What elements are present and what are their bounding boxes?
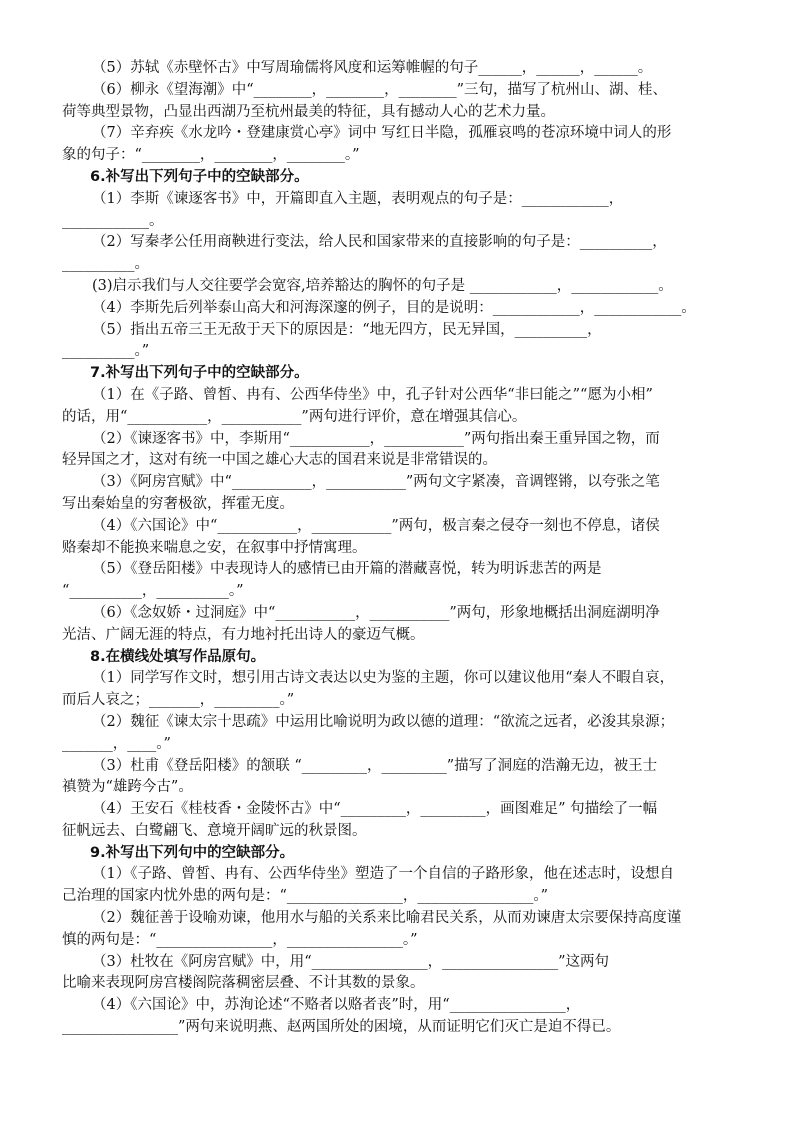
text-line: （7）辛弃疾《水龙吟・登建康赏心亭》词中 写红日半隐，孤雁哀鸣的苍凉环境中词人的形 [92,125,672,142]
text-line: （4）王安石《桂枝香・金陵怀古》中“_________，_________，画图难足” 句描绘了一幅 [92,801,658,818]
text-line: _______，____。” [62,735,171,752]
text-line: 光洁、广阔无涯的特点，有力地衬托出诗人的豪迈气概。 [62,626,425,643]
text-line: （6）《念奴娇・过洞庭》中“___________，___________”两句，形象地概括出洞庭湖明净 [92,604,660,621]
text-line: 象的句子：“________，________，________。” [62,147,360,164]
text-line: （2）魏征《谏太宗十思疏》中运用比喻说明为政以德的道理：“欲流之远者，必浚其泉源； [92,713,675,730]
text-line: （5）苏轼《赤壁怀古》中写周瑜儒将风度和运筹帷幄的句子______，______，______。 [92,60,653,76]
text-line: ________________”两句来说明燕、赵两国所处的困境，从而证明它们灭亡是迫不得已。 [62,1019,621,1036]
text-line: （2）魏征善于设喻劝谏，他用水与船的关系来比喻君民关系，从而劝谏唐太宗要保持高度谨 [92,910,682,927]
text-line: （4）《六国论》中，苏洵论述“不赂者以赂者丧”时，用“________________， [92,997,581,1014]
text-line: __________。” [62,343,150,360]
text-line: （5）《登岳阳楼》中表现诗人的感情已由开篇的潜藏喜悦，转为明诉悲苦的两是 [92,561,602,578]
text-line: （1）同学写作文时，想引用古诗文表达以史为鉴的主题，你可以建议他用“秦人不暇自哀， [92,670,675,687]
text-line: （6）柳永《望海潮》中“________，________，________”三句，描写了杭州山、湖、桂、 [92,81,668,98]
text-line: （3）杜甫《登岳阳楼》的颔联 “_________，_________”描写了洞庭的浩瀚无边，被王士 [92,757,658,774]
text-line: 荷等典型景物，凸显出西湖乃至杭州最美的特征，具有撼动人心的艺术力量。 [62,103,555,120]
text-line: 写出秦始皇的穷奢极欲，挥霍无度。 [62,495,294,512]
text-line: 慎的两句是：“________________，________________。” [62,931,418,948]
section-heading: 7.补写出下列句子中的空缺部分。 [90,365,309,382]
text-line: （4）《六国论》中“___________，___________”两句，极言秦之侵夺一刻也不停息，诸侯 [92,517,660,534]
text-line: 比喻来表现阿房宫楼阁院落稠密层叠、不计其数的景象。 [62,975,425,992]
text-line: ____________。 [62,212,164,229]
text-line: 的话，用“___________，___________”两句进行评价，意在增强其信心。 [62,408,527,425]
text-line: （3）《阿房宫赋》中“___________，___________”两句文字紧凑，音调铿锵，以夸张之笔 [92,474,660,491]
text-line: （1）李斯《谏逐客书》中，开篇即直入主题，表明观点的句子是：____________， [92,190,624,207]
text-line: （3）杜牧在《阿房宫赋》中，用“________________，________________”这两句 [92,953,610,970]
text-line: （5）指出五帝三王无敌于天下的原因是：“地无四方，民无异国，__________， [92,321,602,338]
text-line: 赂秦却不能换来喘息之安，在叙事中抒情寓理。 [62,539,367,556]
text-line: “__________，__________。” [62,583,244,600]
text-line: (3)启示我们与人交往要学会宽容,培养豁达的胸怀的句子是 ____________，____________。 [92,277,673,294]
text-line: 己治理的国家内忧外患的两句是：“________________，________________。” [62,888,549,905]
text-line: （2）《谏逐客书》中，李斯用“___________，___________”两句指出秦王重异国之物，而 [92,430,660,447]
section-heading: 8.在横线处填写作品原句。 [90,648,266,665]
text-line: 轻异国之才，这对有统一中国之雄心大志的国君来说是非常错误的。 [62,452,497,469]
section-heading: 9.补写出下列句中的空缺部分。 [90,844,295,861]
document-page [62,58,742,1039]
text-line: 而后人哀之；_______，_________。” [62,692,295,709]
section-heading: 6.补写出下列句子中的空缺部分。 [90,168,309,185]
text-line: （1）《子路、曾皙、冉有、公西华侍坐》塑造了一个自信的子路形象，他在述志时，设想自 [92,866,674,883]
text-line: 禛赞为“雄跨今古”。 [62,779,193,796]
text-line: （1）在《子路、曾皙、冉有、公西华侍坐》中，孔子针对公西华“非曰能之”“愿为小相” [92,386,653,403]
text-line: 征帆远去、白鹭翩飞、意境开阔旷远的秋景图。 [62,822,367,839]
text-line: （4）李斯先后列举泰山高大和河海深邃的例子，目的是说明：____________，____________。 [92,299,696,316]
text-line: __________。 [62,256,149,273]
text-line: （2）写秦孝公任用商鞅进行变法，给人民和国家带来的直接影响的句子是：__________， [92,234,667,251]
